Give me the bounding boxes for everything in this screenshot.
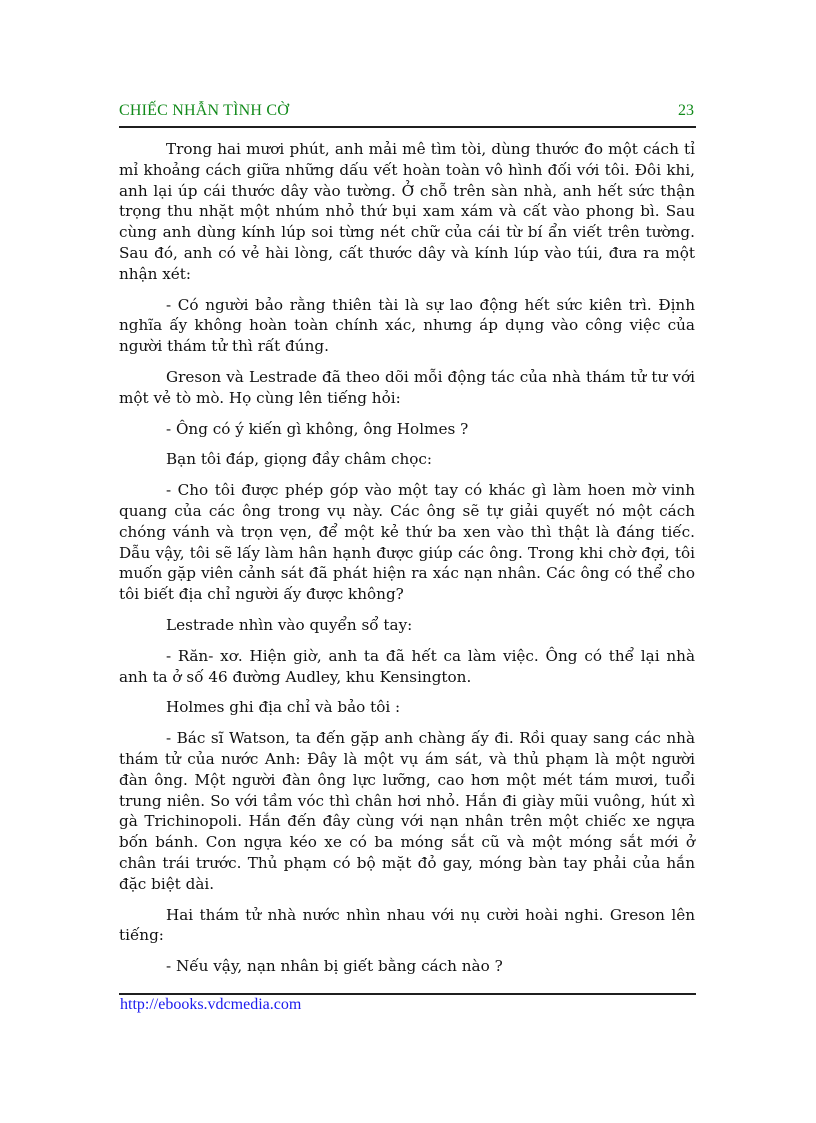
paragraph: Lestrade nhìn vào quyển sổ tay: <box>166 615 413 634</box>
paragraph: - Cho tôi được phép góp vào một tay có khác gì làm hoen mờ vinh quang của các ông trong vụ này. Các ông sẽ tự giải quyết nó một cách chóng vánh và trọn vẹn, để một kẻ thứ ba xen vào thì thật là đáng tiếc. Dẫu vậy, tôi sẽ lấy làm hân hạnh được giúp các ông. Trong khi chờ đợi, tôi muốn gặp viên cảnh sát đã phát hiện ra xác nạn nhân. Các ông có thể cho tôi biết địa chỉ người ấy được không? <box>119 481 695 604</box>
paragraph: Hai thám tử nhà nước nhìn nhau với nụ cười hoài nghi. Greson lên tiếng: <box>119 905 695 945</box>
paragraph: Bạn tôi đáp, giọng đầy châm chọc: <box>166 450 433 469</box>
paragraph: Greson và Lestrade đã theo dõi mỗi động tác của nhà thám tử tư với một vẻ tò mò. Họ cùng lên tiếng hỏi: <box>119 367 695 407</box>
paragraph: Holmes ghi địa chỉ và bảo tôi : <box>166 698 401 717</box>
header-title: CHIẾC NHẪN TÌNH CỜ <box>119 102 289 119</box>
paragraph: - Ông có ý kiến gì không, ông Holmes ? <box>166 419 469 438</box>
body-text <box>119 139 695 987</box>
paragraph: - Có người bảo rằng thiên tài là sự lao động hết sức kiên trì. Định nghĩa ấy không hoàn toàn chính xác, nhưng áp dụng vào công việc của người thám tử thì rất đúng. <box>119 295 695 356</box>
footer-divider <box>119 993 696 995</box>
paragraph: - Nếu vậy, nạn nhân bị giết bằng cách nào ? <box>166 957 503 976</box>
running-header <box>119 100 696 128</box>
paragraph: Trong hai mươi phút, anh mải mê tìm tòi, dùng thước đo một cách tỉ mỉ khoảng cách giữa những dấu vết hoàn toàn vô hình đối với tôi. Đôi khi, anh lại úp cái thước dây vào tường. Ở chỗ trên sàn nhà, anh hết sức thận trọng thu nhặt một nhúm nhỏ thứ bụi xam xám và cất vào phong bì. Sau cùng anh dùng kính lúp soi từng nét chữ của cái từ bí ẩn viết trên tường. Sau đó, anh có vẻ hài lòng, cất thước dây và kính lúp vào túi, đưa ra một nhận xét: <box>119 140 695 283</box>
paragraph: - Răn- xơ. Hiện giờ, anh ta đã hết ca làm việc. Ông có thể lại nhà anh ta ở số 46 đường Audley, khu Kensington. <box>119 646 695 686</box>
page-number: 23 <box>678 102 694 119</box>
footer-link[interactable]: http://ebooks.vdcmedia.com <box>120 996 302 1013</box>
paragraph: - Bác sĩ Watson, ta đến gặp anh chàng ấy đi. Rồi quay sang các nhà thám tử của nước Anh: Đây là một vụ ám sát, và thủ phạm là một người đàn ông. Một người đàn ông lực lưỡng, cao hơn một mét tám mươi, tuổi trung niên. So với tầm vóc thì chân hơi nhỏ. Hắn đi giày mũi vuông, hút xì gà Trichinopoli. Hắn đến đây cùng với nạn nhân trên một chiếc xe ngựa bốn bánh. Con ngựa kéo xe có ba móng sắt cũ và một móng sắt mới ở chân trái trước. Thủ phạm có bộ mặt đỏ gay, móng bàn tay phải của hắn đặc biệt dài. <box>119 729 695 893</box>
